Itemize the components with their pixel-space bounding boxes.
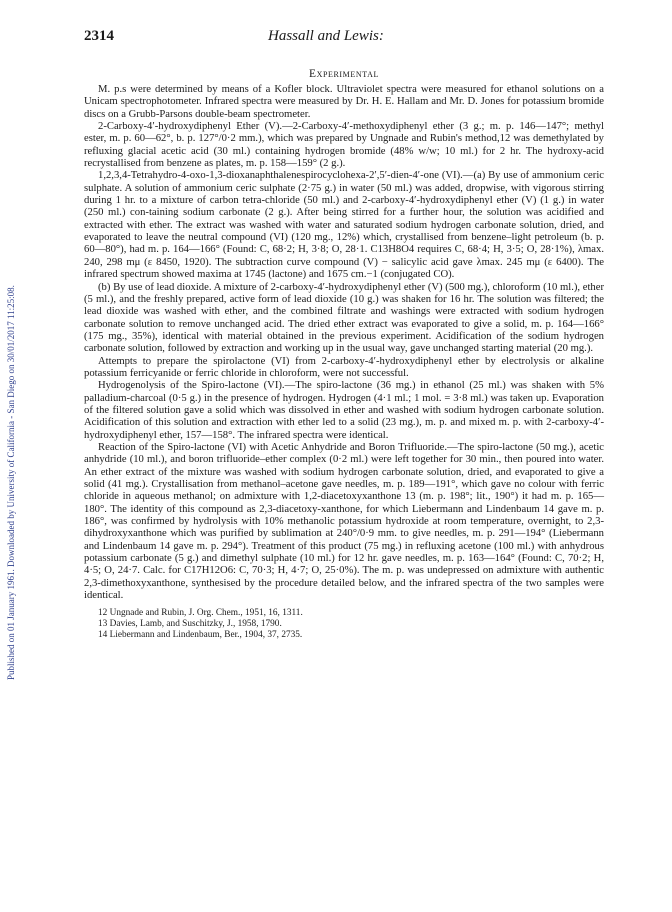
paragraph-reaction: Reaction of the Spiro-lactone (VI) with Acetic Anhydride and Boron Trifluoride.—The spiro-lactone (50 mg.), acetic anhydride (10 ml.), and boron trifluoride–ether complex (0·2 ml.) were left together for 30 min., then poured into water. An ether extract of the mixture was washed with sodium hydrogen carbonate solution, dried, and evaporated to give a solid (41 mg.). Crystallisation from methanol–acetone gave needles, m. p. 189—191°, which gave no colour with ferric chloride in aqueous methanol; on admixture with 1,2-diacetoxyxanthone 13 (m. p. 198°; lit., 190°) it had m. p. 165—180°. The identity of this compound as 2,3-diacetoxy-xanthone, for which Liebermann and Lindenbaum 14 gave m. p. 186°, was confirmed by hydrolysis with 10% methanolic potassium hydroxide at room temperature, overnight, to 2,3-dihydroxyxanthone which was purified by sublimation at 240°/0·9 mm. to give needles, m. p. 291—194° (Liebermann and Lindenbaum 14 gave m. p. 294°). Treatment of this product (75 mg.) in refluxing acetone (100 ml.) with anhydrous potassium carbonate (5 g.) and dimethyl sulphate (10 ml.) for 12 hr. gave needles, m. p. 163—164° (Found: C, 70·2; H, 4·5; O, 24·7. Calc. for C17H12O6: C, 70·3; H, 4·7; O, 25·0%). The m. p. was undepressed on admixture with authentic 2,3-dimethoxyxanthone, synthesised by the procedure detailed below, and the infrared spectra of the two samples were identical. [84,441,604,602]
download-sidebar [6,120,20,680]
download-notice: Published on 01 January 1961. Downloaded by University of California - San Diego on 30/01/2017 11:25:08. [6,285,16,680]
running-head: Hassall and Lewis: [268,28,384,44]
article-page [84,28,604,641]
footnote-12: 12 Ungnade and Rubin, J. Org. Chem., 1951, 16, 1311. [98,608,303,619]
paragraph-hydroxy-ether: 2-Carboxy-4′-hydroxydiphenyl Ether (V).—2-Carboxy-4′-methoxydiphenyl ether (3 g.; m. p. 146—147°; methyl ester, m. p. 60—62°, b. p. 127°/0·2 mm.), which was prepared by Ungnade and Rubin's method,12 was demethylated by refluxing glacial acetic acid (30 ml.) containing hydrogen bromide (48% w/w; 10 ml.) for 2 hr. The hydroxy-acid recrystallised from benzene as plates, m. p. 158—159° (2 g.). [84,121,604,170]
paragraph-hydrogenolysis: Hydrogenolysis of the Spiro-lactone (VI).—The spiro-lactone (36 mg.) in ethanol (25 ml.) was shaken with 5% palladium-charcoal (0·5 g.) in the presence of hydrogen. Hydrogen (4·1 ml.; 1 mol. = 3·8 ml.) was taken up. Evaporation of the filtered solution gave a solid which was dissolved in ether and washed with sodium hydrogen carbonate solution. Acidification of this solution and extraction with ether led to a solid (23 mg.), m. p. and mixed m. p. with 2-carboxy-4′-hydroxydiphenyl ether, 157—158°. The infrared spectra were identical. [84,380,604,441]
footnote-14: 14 Liebermann and Lindenbaum, Ber., 1904, 37, 2735. [98,630,303,641]
footnote-13: 13 Davies, Lamb, and Suschitzky, J., 1958, 1790. [98,619,282,630]
paragraph-spiro-b: (b) By use of lead dioxide. A mixture of 2-carboxy-4′-hydroxydiphenyl ether (V) (500 mg.), chloroform (10 ml.), ether (5 ml.), and the freshly prepared, active form of lead dioxide (10 g.) was shaken for 16 hr. The solution was filtered; the lead dioxide was washed with ether, and the combined filtrate and washings were extracted with sodium hydrogen carbonate solution to remove unchanged acid. The dried ether extract was evaporated to give a solid, m. p. 164—166° (175 mg., 35%), identical with material obtained in the previous experiment. Acidification of the sodium hydrogen carbonate solution, followed by extraction and working up in the usual way, gave unchanged starting material (20 mg.). [84,281,604,355]
paragraph-methods: M. p.s were determined by means of a Kofler block. Ultraviolet spectra were measured for ethanol solutions on a Unicam spectrophotometer. Infrared spectra were measured by Dr. H. E. Hallam and Mr. D. Jones for potassium bromide discs on a Grubb-Parsons double-beam spectrometer. [84,84,604,120]
footnotes [84,608,604,641]
page-number: 2314 [84,28,114,44]
page-header [84,28,604,54]
paragraph-spiro-a: 1,2,3,4-Tetrahydro-4-oxo-1,3-dioxanaphthalenespirocyclohexa-2′,5′-dien-4′-one (VI).—(a) By use of ammonium ceric sulphate. A solution of ammonium ceric sulphate (2·75 g.) in water (50 ml.) was added, dropwise, with vigorous stirring during 1 hr. to a mixture of carbon tetra-chloride (50 ml.) and 2-carboxy-4′-hydroxydiphenyl ether (V) (1 g.) in water (250 ml.) con-taining sodium carbonate (2 g.). After being stirred for a further hour, the solution was acidified and extracted with ether. The extract was washed with water and saturated sodium hydrogen carbonate solution, dried, and evaporated to leave the neutral compound (VI) (120 mg., 12%) which, crystallised from benzene–light petroleum (b. p. 60—80°), had m. p. 164—166° (Found: C, 68·2; H, 3·8; O, 28·1. C13H8O4 requires C, 68·4; H, 3·5; O, 28·1%), λmax. 240, 298 mμ (ε 8450, 1920). The subtraction curve compound (V) − salicylic acid gave λmax. 245 mμ (ε 6400). The infrared spectrum showed maxima at 1745 (lactone) and 1675 cm.−1 (conjugated CO). [84,170,604,281]
paragraph-attempts: Attempts to prepare the spirolactone (VI) from 2-carboxy-4′-hydroxydiphenyl ether by electrolysis or alkaline potassium ferricyanide or ferric chloride in chloroform, were not successful. [84,355,604,379]
section-title: Experimental [309,68,379,80]
